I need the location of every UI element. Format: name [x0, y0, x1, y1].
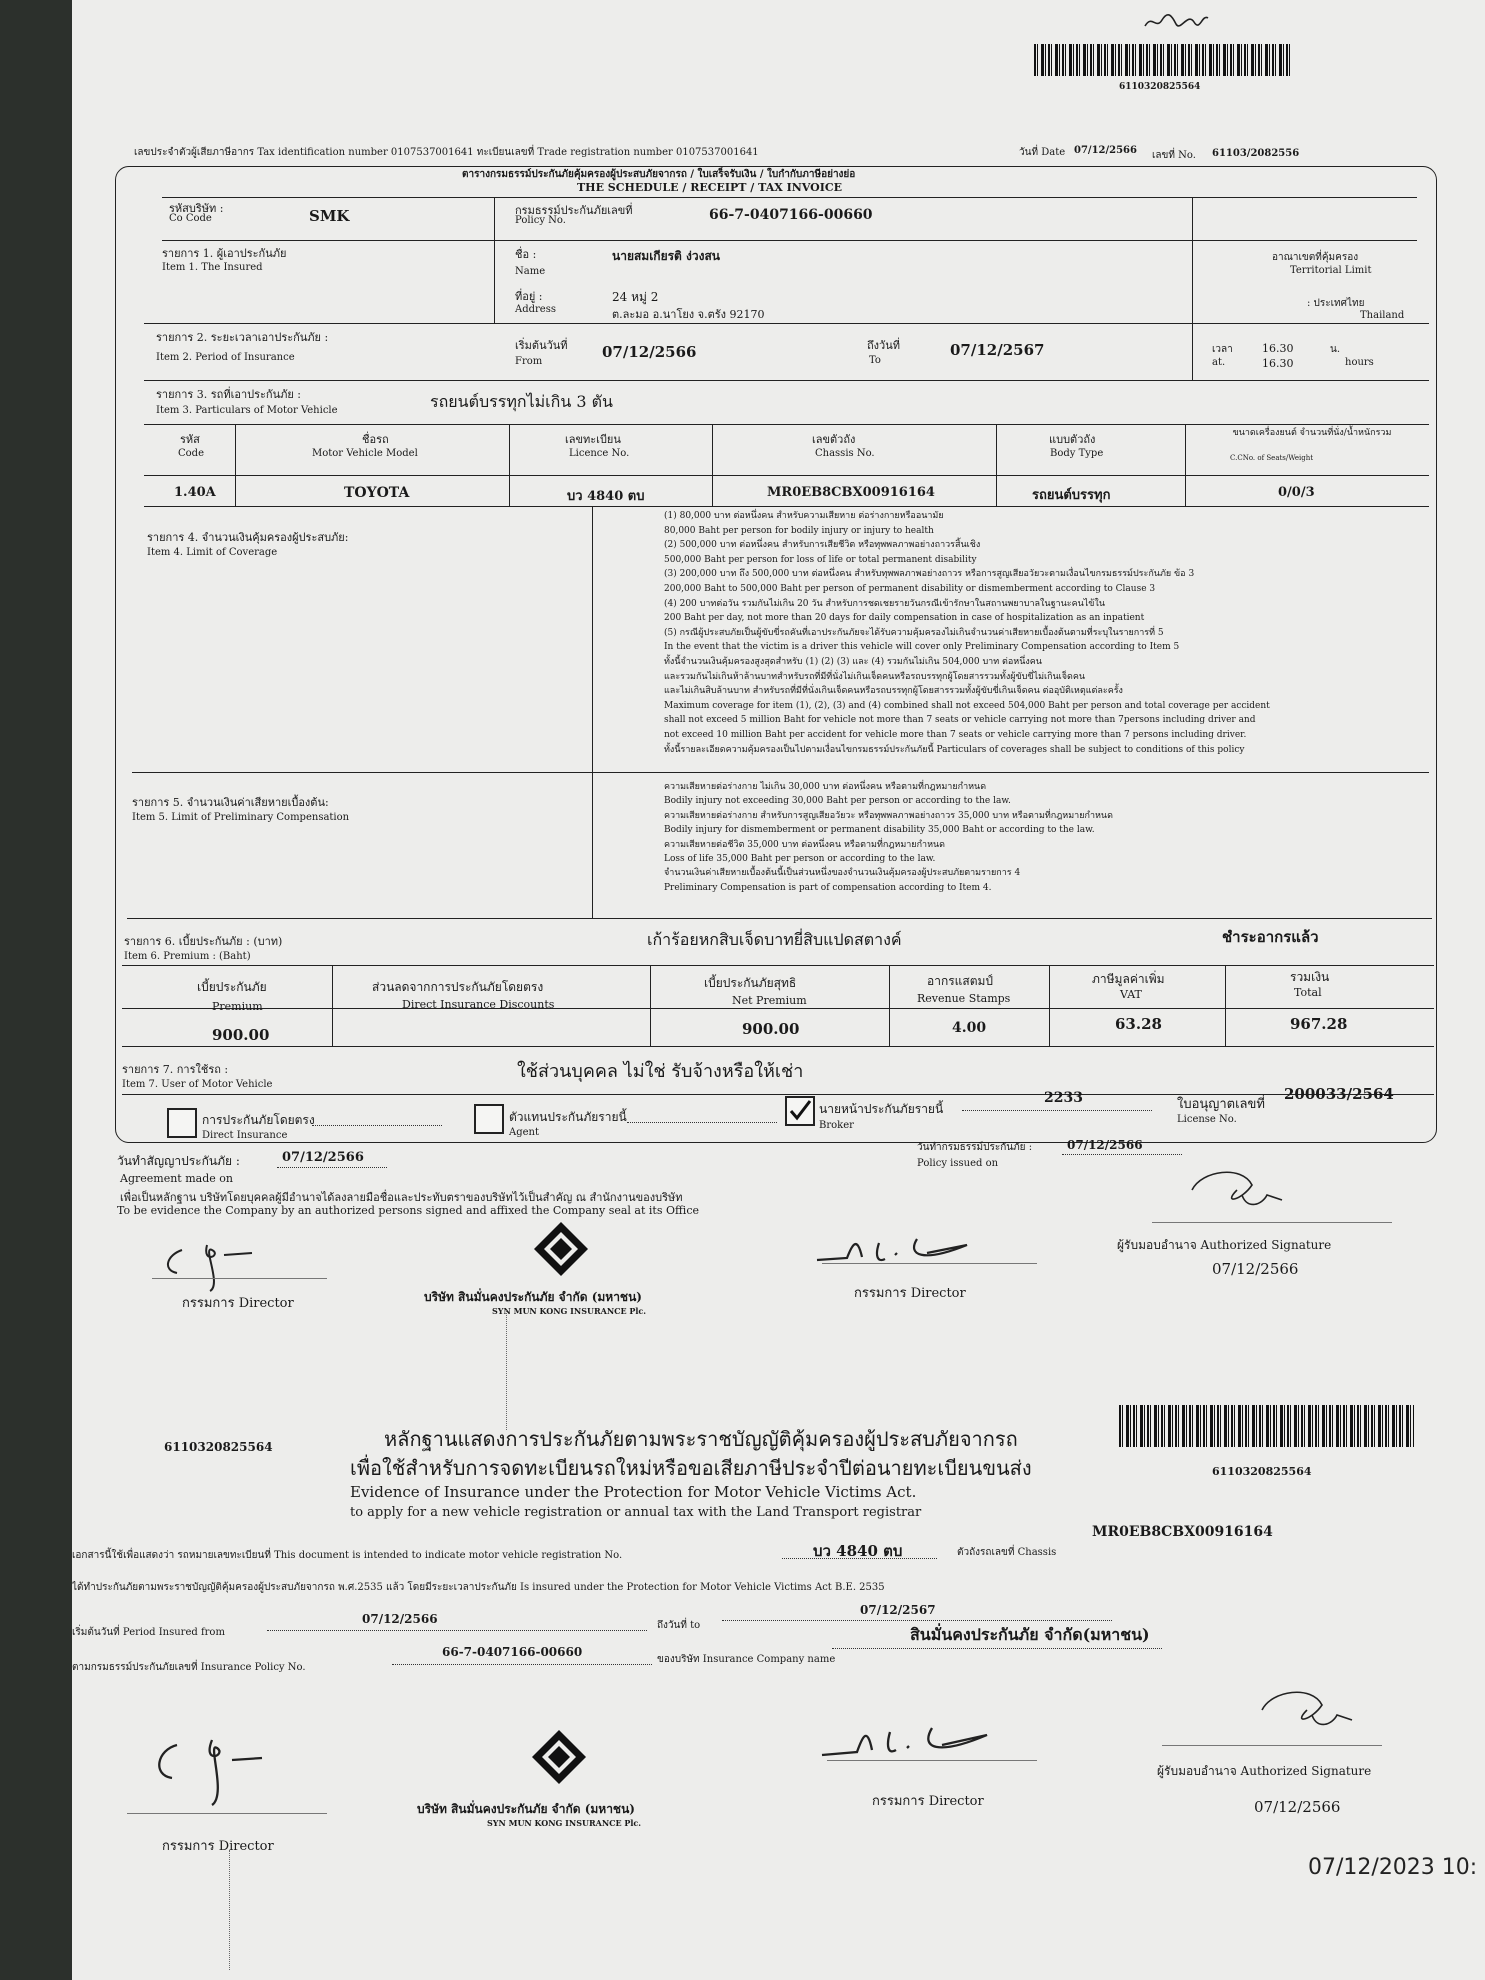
vh-engine-th: ขนาดเครื่องยนต์ จำนวนที่นั่ง/น้ำหนักรวม: [1232, 428, 1392, 438]
premium-item-en: Item 6. Premium : (Baht): [124, 951, 251, 962]
vehicle-chassis: MR0EB8CBX00916164: [767, 485, 935, 500]
director-label-4: กรรมการ Director: [872, 1794, 984, 1809]
vehicle-engine: 0/0/3: [1278, 485, 1315, 500]
premium-value: 900.00: [212, 1026, 270, 1044]
broker-label-en: Broker: [819, 1120, 854, 1131]
vh-model-th: ชื่อรถ: [362, 433, 389, 446]
co-code-label-th: รหัสบริษัท :: [169, 202, 224, 215]
agent-checkbox[interactable]: [474, 1104, 504, 1134]
period-to-value: 07/12/2567: [950, 341, 1045, 359]
company-logo-2: [530, 1728, 588, 1786]
evidence-serial-left: 6110320825564: [164, 1440, 273, 1454]
evidence-line1: เอกสารนี้ใช้เพื่อแสดงว่า รถหมายเลขทะเบียนที่ This document is intended to indicate motor vehicle registration No.: [72, 1550, 623, 1561]
preliminary-item-en: Item 5. Limit of Preliminary Compensation: [132, 812, 350, 823]
check-icon: [787, 1098, 813, 1124]
vehicle-body-type: รถยนต์บรรทุก: [1032, 488, 1111, 503]
territory-value-th: : ประเทศไทย: [1307, 298, 1365, 309]
insured-item-th: รายการ 1. ผู้เอาประกันภัย: [162, 247, 287, 260]
vh-chassis-en: Chassis No.: [815, 448, 875, 459]
agreement-label-en: Agreement made on: [120, 1172, 233, 1185]
to-label-th: ถึงวันที่: [867, 339, 900, 352]
coverage-line: 200,000 Baht to 500,000 Baht per person of permanent disability or dismemberment according to Clause 3: [664, 584, 1156, 594]
territory-label-th: อาณาเขตที่คุ้มครอง: [1272, 252, 1359, 263]
coverage-line: (5) กรณีผู้ประสบภัยเป็นผู้ขับขี่รถคันที่เอาประกันภัยจะได้รับความคุ้มครองไม่เกินจำนวนค่าเสียหายเบื้องต้นตามที่ระบุในรายการที่ 5: [664, 627, 1164, 638]
direct-label-th: การประกันภัยโดยตรง: [202, 1113, 315, 1127]
doc-no-value: 61103/2082556: [1212, 148, 1300, 159]
agent-label-en: Agent: [509, 1127, 539, 1138]
coverage-line: In the event that the victim is a driver this vehicle will cover only Preliminary Compensation according to Item 5: [664, 642, 1180, 653]
total-value: 967.28: [1290, 1015, 1348, 1033]
insured-name: นายสมเกียรติ ง่วงสน: [612, 249, 721, 263]
doc-no-label: เลขที่ No.: [1152, 150, 1196, 161]
tax-id-line: เลขประจำตัวผู้เสียภาษีอากร Tax identification number 0107537001641 ทะเบียนเลขที่ Trade registration number 0107537001641: [134, 147, 759, 158]
coverage-line: (4) 200 บาทต่อวัน รวมกันไม่เกิน 20 วัน สำหรับการชดเชยรายวันกรณีเข้ารักษาในสถานพยาบาลในฐานะคนไข้ใน: [664, 598, 1105, 609]
authorized-date-2: 07/12/2566: [1254, 1798, 1341, 1816]
evidence-serial-right: 6110320825564: [1212, 1465, 1312, 1478]
company-name-th-1: บริษัท สินมั่นคงประกันภัย จำกัด (มหาชน): [424, 1290, 642, 1304]
stamp-paid: ชำระอากรแล้ว: [1222, 928, 1319, 946]
company-name-th-2: บริษัท สินมั่นคงประกันภัย จำกัด (มหาชน): [417, 1802, 635, 1816]
ph-total-en: Total: [1294, 986, 1322, 999]
coverage-line: (1) 80,000 บาท ต่อหนึ่งคน สำหรับความเสียหาย ต่อร่างกายหรืออนามัย: [664, 511, 944, 521]
license-label-en: License No.: [1177, 1114, 1237, 1125]
date-label: วันที่ Date: [1019, 147, 1066, 158]
ph-total-th: รวมเงิน: [1290, 970, 1330, 984]
preliminary-line: จำนวนเงินค่าเสียหายเบื้องต้นนี้เป็นส่วนหนึ่งของจำนวนเงินคุ้มครองผู้ประสบภัยตามรายการ 4: [664, 868, 1021, 879]
coverage-item-th: รายการ 4. จำนวนเงินคุ้มครองผู้ประสบภัย:: [147, 531, 349, 544]
stamps-value: 4.00: [952, 1020, 987, 1036]
time-value-2: 16.30: [1262, 357, 1294, 370]
company-name-en-1: SYN MUN KONG INSURANCE Plc.: [492, 1306, 647, 1316]
coverage-line: 80,000 Baht per person for bodily injury or injury to health: [664, 525, 934, 536]
ph-vat-th: ภาษีมูลค่าเพิ่ม: [1092, 972, 1165, 986]
name-label-en: Name: [515, 266, 546, 277]
preliminary-item-th: รายการ 5. จำนวนเงินค่าเสียหายเบื้องต้น:: [132, 796, 329, 809]
director-signature-2: [807, 1215, 1047, 1275]
vh-engine-en: C.CNo. of Seats/Weight: [1230, 454, 1314, 462]
license-value: 200033/2564: [1284, 1085, 1394, 1103]
evidence-line2: ได้ทำประกันภัยตามพระราชบัญญัติคุ้มครองผู้ประสบภัยจากรถ พ.ศ.2535 แล้ว โดยมีระยะเวลาประกันภัย Is insured under the Protection for Motor Vehicle Victims Act B.E. 2535: [72, 1582, 885, 1593]
preliminary-line: Bodily injury for dismemberment or permanent disability 35,000 Baht or according to the law.: [664, 825, 1095, 836]
evidence-from-value: 07/12/2566: [362, 1612, 438, 1626]
director-label-2: กรรมการ Director: [854, 1286, 966, 1301]
user-item-en: Item 7. User of Motor Vehicle: [122, 1079, 273, 1090]
schedule-title-th: ตารางกรมธรรม์ประกันภัยคุ้มครองผู้ประสบภัยจากรถ / ใบเสร็จรับเงิน / ใบกำกับภาษีอย่างย่อ: [462, 169, 856, 180]
ph-net-en: Net Premium: [732, 994, 807, 1007]
time-unit-th: น.: [1330, 344, 1341, 355]
ph-discount-en: Direct Insurance Discounts: [402, 998, 555, 1011]
company-name-en-2: SYN MUN KONG INSURANCE Plc.: [487, 1818, 642, 1828]
address-label-en: Address: [515, 304, 556, 315]
evidence-title-th2: เพื่อใช้สำหรับการจดทะเบียนรถใหม่หรือขอเสียภาษีประจำปีต่อนายทะเบียนขนส่ง: [350, 1456, 1032, 1480]
vh-body-en: Body Type: [1050, 448, 1104, 459]
vat-value: 63.28: [1115, 1015, 1162, 1033]
barcode-top: [1034, 44, 1292, 76]
vh-code-th: รหัส: [180, 433, 200, 446]
time-label-en: at.: [1212, 357, 1226, 368]
vh-model-en: Motor Vehicle Model: [312, 448, 418, 459]
insured-item-en: Item 1. The Insured: [162, 262, 263, 273]
period-from-value: 07/12/2566: [602, 343, 697, 361]
preliminary-line: ความเสียหายต่อร่างกาย ไม่เกิน 30,000 บาท ต่อหนึ่งคน หรือตามที่กฎหมายกำหนด: [664, 782, 987, 792]
address-line2: ต.ละมอ อ.นาโยง จ.ตรัง 92170: [612, 308, 765, 321]
evidence-to-label: ถึงวันที่ to: [657, 1620, 701, 1631]
evidence-company-label: ของบริษัท Insurance Company name: [657, 1654, 836, 1665]
co-code-label-en: Co Code: [169, 213, 212, 224]
from-label-en: From: [515, 356, 543, 367]
schedule-title-en: THE SCHEDULE / RECEIPT / TAX INVOICE: [577, 181, 843, 194]
time-value: 16.30: [1262, 342, 1294, 355]
issued-label-th: วันทำกรมธรรม์ประกันภัย :: [917, 1142, 1033, 1153]
evidence-chassis: MR0EB8CBX00916164: [1092, 1524, 1273, 1540]
coverage-line: และไม่เกินสิบล้านบาท สำหรับรถที่มีที่นั่งเกินเจ็ดคนหรือรถบรรทุกผู้โดยสารรวมทั้งผู้ขับขี่เกินเจ็ดคน ต่ออุบัติเหตุแต่ละครั้ง: [664, 686, 1123, 697]
from-label-th: เริ่มต้นวันที่: [515, 339, 568, 352]
time-label-th: เวลา: [1212, 344, 1233, 355]
agreement-label-th: วันทำสัญญาประกันภัย :: [117, 1154, 240, 1168]
director-label-3: กรรมการ Director: [162, 1839, 274, 1854]
coverage-line: 500,000 Baht per person for loss of life or total permanent disability: [664, 554, 977, 565]
authorized-signature-2: [1252, 1680, 1372, 1740]
vh-code-en: Code: [178, 448, 204, 459]
evidence-from-label: เริ่มต้นวันที่ Period Insured from: [72, 1627, 225, 1638]
coverage-line: ทั้งนี้รายละเอียดความคุ้มครองเป็นไปตามเงื่อนไขกรมธรรม์ประกันภัยนี้ Particulars of coverages shall be subject to conditions of this policy: [664, 744, 1245, 755]
vh-chassis-th: เลขตัวถัง: [812, 433, 856, 446]
evidence-to-value: 07/12/2567: [860, 1603, 936, 1617]
evidence-title-en1: Evidence of Insurance under the Protection for Motor Vehicle Victims Act.: [350, 1483, 917, 1501]
vehicle-licence: บว 4840 ตบ: [567, 489, 645, 504]
broker-checkbox[interactable]: [785, 1096, 815, 1126]
premium-amount-words: เก้าร้อยหกสิบเจ็ดบาทยี่สิบแปดสตางค์: [647, 930, 902, 949]
coverage-line: not exceed 10 million Baht per accident for vehicle more than 7 seats or vehicle carrying more than 7 persons including driver.: [664, 730, 1247, 740]
coverage-line: (2) 500,000 บาท ต่อหนึ่งคน สำหรับการเสียชีวิต หรือทุพพลภาพอย่างถาวรสิ้นเชิง: [664, 540, 981, 551]
evidence-policy-label: ตามกรมธรรม์ประกันภัยเลขที่ Insurance Policy No.: [72, 1662, 306, 1673]
vh-licence-th: เลขทะเบียน: [565, 433, 621, 446]
preliminary-line: Preliminary Compensation is part of compensation according to Item 4.: [664, 882, 992, 893]
broker-label-th: นายหน้าประกันภัยรายนี้: [819, 1102, 944, 1116]
agent-label-th: ตัวแทนประกันภัยรายนี้: [509, 1110, 627, 1124]
evidence-title-th1: หลักฐานแสดงการประกันภัยตามพระราชบัญญัติคุ้มครองผู้ประสบภัยจากรถ: [384, 1427, 1018, 1451]
evidence-company-value: สินมั่นคงประกันภัย จำกัด(มหาชน): [910, 1625, 1150, 1644]
issued-label-en: Policy issued on: [917, 1158, 999, 1169]
barcode-evidence: [1119, 1405, 1414, 1447]
coverage-line: และรวมกันไม่เกินห้าล้านบาทสำหรับรถที่มีที่นั่งไม่เกินเจ็ดคนหรือรถบรรทุกผู้โดยสารรวมทั้งผู้ขับขี่ไม่เกินเจ็ดคน: [664, 671, 1086, 682]
broker-number: 2233: [1044, 1090, 1083, 1106]
evidence-text-en: To be evidence the Company by an authorized persons signed and affixed the Company seal at its Office: [117, 1204, 699, 1217]
premium-item-th: รายการ 6. เบี้ยประกันภัย : (บาท): [124, 935, 283, 948]
coverage-line: (3) 200,000 บาท ถึง 500,000 บาท ต่อหนึ่งคน สำหรับทุพพลภาพอย่างถาวร หรือการสูญเสียอวัยวะตามเงื่อนไขกรมธรรม์ประกันภัย ข้อ 3: [664, 569, 1195, 580]
initials-signature: [1142, 8, 1212, 34]
director-label-1: กรรมการ Director: [182, 1296, 294, 1311]
ph-stamps-en: Revenue Stamps: [917, 992, 1011, 1005]
time-unit-en: hours: [1345, 357, 1374, 368]
ph-vat-en: VAT: [1120, 988, 1142, 1001]
net-premium-value: 900.00: [742, 1020, 800, 1038]
coverage-item-en: Item 4. Limit of Coverage: [147, 547, 278, 558]
authorized-label-2: ผู้รับมอบอำนาจ Authorized Signature: [1157, 1764, 1372, 1778]
evidence-policy-value: 66-7-0407166-00660: [442, 1645, 583, 1659]
evidence-chassis-label: ตัวถังรถเลขที่ Chassis: [957, 1547, 1057, 1558]
photo-timestamp: 07/12/2023 10:: [1308, 1855, 1478, 1880]
coverage-line: shall not exceed 5 million Baht for vehicle not more than 7 seats or vehicle carrying not more than 7persons including driver and: [664, 715, 1256, 726]
direct-insurance-checkbox[interactable]: [167, 1108, 197, 1138]
ph-discount-th: ส่วนลดจากการประกันภัยโดยตรง: [372, 980, 544, 994]
vehicle-description: รถยนต์บรรทุกไม่เกิน 3 ตัน: [430, 392, 613, 411]
authorized-signature-1: [1182, 1160, 1302, 1220]
vh-body-th: แบบตัวถัง: [1049, 433, 1096, 446]
vehicle-item-th: รายการ 3. รถที่เอาประกันภัย :: [156, 388, 302, 401]
evidence-title-en2: to apply for a new vehicle registration or annual tax with the Land Transport registrar: [350, 1505, 922, 1520]
vehicle-code: 1.40A: [174, 485, 216, 500]
co-code-value: SMK: [309, 207, 350, 225]
authorized-date-1: 07/12/2566: [1212, 1260, 1299, 1278]
address-label-th: ที่อยู่ :: [515, 290, 543, 303]
vehicle-model: TOYOTA: [344, 485, 410, 501]
date-value: 07/12/2566: [1074, 145, 1137, 156]
director-signature-1: [152, 1225, 302, 1295]
period-item-th: รายการ 2. ระยะเวลาเอาประกันภัย :: [156, 331, 329, 344]
ph-net-th: เบี้ยประกันภัยสุทธิ: [704, 976, 797, 990]
preliminary-line: ความเสียหายต่อชีวิต 35,000 บาท ต่อหนึ่งคน หรือตามที่กฎหมายกำหนด: [664, 839, 946, 850]
direct-label-en: Direct Insurance: [202, 1130, 288, 1141]
authorized-label-1: ผู้รับมอบอำนาจ Authorized Signature: [1117, 1238, 1332, 1252]
evidence-reg-no: บว 4840 ตบ: [813, 1542, 903, 1560]
issued-date: 07/12/2566: [1067, 1138, 1143, 1152]
coverage-line: 200 Baht per day, not more than 20 days for daily compensation in case of hospitalization as an inpatient: [664, 613, 1145, 624]
policy-label-en: Policy No.: [515, 215, 566, 226]
company-logo-1: [532, 1220, 590, 1278]
vehicle-item-en: Item 3. Particulars of Motor Vehicle: [156, 405, 338, 416]
period-item-en: Item 2. Period of Insurance: [156, 352, 295, 363]
evidence-text-th: เพื่อเป็นหลักฐาน บริษัทโดยบุคคลผู้มีอำนาจได้ลงลายมือชื่อและประทับตราของบริษัทไว้เป็นสำคัญ ณ สำนักงานของบริษัท: [120, 1191, 683, 1204]
territory-value-en: Thailand: [1360, 310, 1405, 321]
ph-premium-en: Premium: [212, 1000, 263, 1013]
policy-value: 66-7-0407166-00660: [709, 207, 873, 223]
agreement-date: 07/12/2566: [282, 1150, 364, 1165]
license-label-th: ใบอนุญาตเลขที่: [1177, 1097, 1265, 1112]
ph-stamps-th: อากรแสตมป์: [927, 974, 994, 988]
preliminary-line: ความเสียหายต่อร่างกาย สำหรับการสูญเสียอวัยวะ หรือทุพพลภาพอย่างถาวร 35,000 บาท หรือตามที่กฎหมายกำหนด: [664, 810, 1113, 821]
name-label-th: ชื่อ :: [515, 248, 537, 261]
coverage-line: Maximum coverage for item (1), (2), (3) and (4) combined shall not exceed 504,000 Baht per person and total coverage per accident: [664, 700, 1270, 711]
territory-label-en: Territorial Limit: [1290, 265, 1372, 276]
to-label-en: To: [869, 355, 881, 366]
preliminary-line: Loss of life 35,000 Baht per person or according to the law.: [664, 854, 936, 864]
vh-licence-en: Licence No.: [569, 448, 630, 459]
director-signature-3: [132, 1720, 302, 1810]
policy-label-th: กรมธรรม์ประกันภัยเลขที่: [515, 204, 633, 217]
user-value: ใช้ส่วนบุคคล ไม่ใช่ รับจ้างหรือให้เช่า: [517, 1061, 804, 1082]
serial-top: 6110320825564: [1119, 82, 1201, 92]
ph-premium-th: เบี้ยประกันภัย: [197, 980, 267, 994]
address-line1: 24 หมู่ 2: [612, 290, 659, 304]
insurance-document: [72, 0, 1485, 1980]
preliminary-line: Bodily injury not exceeding 30,000 Baht per person or according to the law.: [664, 796, 1011, 807]
user-item-th: รายการ 7. การใช้รถ :: [122, 1063, 229, 1076]
coverage-line: ทั้งนี้จำนวนเงินคุ้มครองสูงสุดสำหรับ (1) (2) (3) และ (4) รวมกันไม่เกิน 504,000 บาท ต่อหนึ่งคน: [664, 657, 1042, 667]
